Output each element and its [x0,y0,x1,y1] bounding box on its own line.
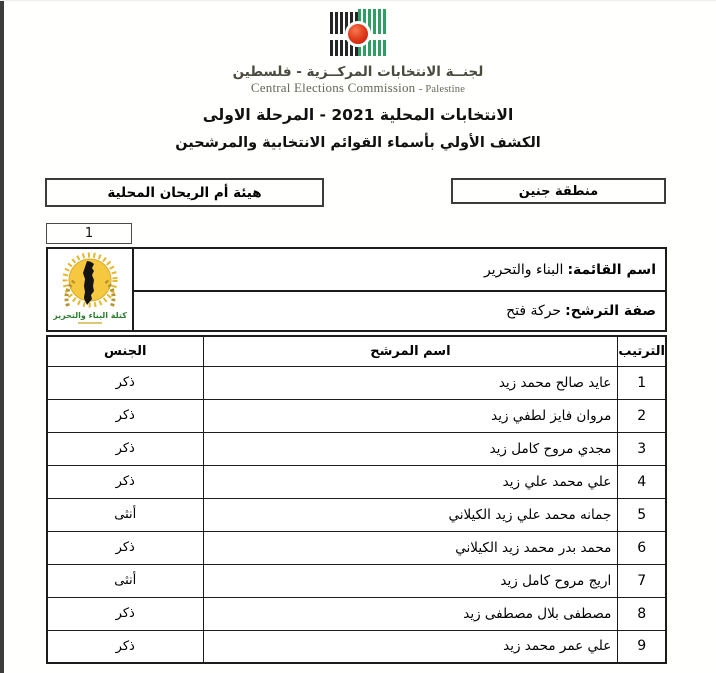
candidate-gender: ذكر [47,432,203,465]
candidate-order: 7 [618,564,666,597]
candidate-name: مروان فايز لطفي زيد [203,399,618,432]
candidate-name: مصطفى بلال مصطفى زيد [203,597,618,630]
candidate-order: 4 [618,465,666,498]
candidate-order: 1 [618,366,666,399]
district-box: منطقة جنين [451,178,666,204]
candidate-row [47,399,666,432]
candidate-name: علي عمر محمد زيد [203,630,618,663]
candidate-order: 2 [618,399,666,432]
candidate-row [47,597,666,630]
cec-header [0,9,716,96]
candidate-list-section [46,247,667,664]
candidate-name: علي محمد علي زيد [203,465,618,498]
candidate-order: 3 [618,432,666,465]
candidacy-label: صفة الترشح: [565,303,656,319]
candidate-order: 8 [618,597,666,630]
org-country-english: - Palestine [418,84,466,95]
org-name-english-main: Central Elections Commission [250,80,416,95]
candidate-row [47,465,666,498]
candidate-order: 6 [618,531,666,564]
candidate-row [47,630,666,663]
candidate-gender: أنثى [47,498,203,531]
page-edge-bar [0,1,4,673]
list-name-value: البناء والتحرير [484,261,564,278]
candidate-name: مجدي مروح كامل زيد [203,432,618,465]
list-logo-cell [48,249,134,330]
candidate-row [47,432,666,465]
list-logo-caption: كتلة البناء والتحرير [53,310,127,320]
candidate-order: 5 [618,498,666,531]
header-candidate-name: اسم المرشح [203,336,618,366]
candidate-gender: ذكر [47,531,203,564]
candidate-name: اريج مروح كامل زيد [203,564,618,597]
candidates-table [46,335,667,664]
header-order: الترتيب [618,336,666,366]
list-name-label: اسم القائمة: [567,261,656,278]
candidate-tbody [47,366,666,663]
candidate-gender: ذكر [47,399,203,432]
org-name-arabic: لجنــة الانتخابات المركــزية - فلسطين [232,64,484,80]
cec-logo-icon [325,9,391,56]
list-number-box: 1 [46,223,132,244]
candidate-name: محمد بدر محمد زيد الكيلاني [203,531,618,564]
cec-logo-red-circle-icon [345,21,371,47]
candidate-gender: ذكر [47,465,203,498]
document-title: الانتخابات المحلية 2021 - المرحلة الاولى [202,106,514,124]
org-name-english [0,80,716,96]
candidacy-value: حركة فتح [506,303,562,319]
list-info-table [46,247,667,332]
list-name-row [134,249,665,292]
candidate-row [47,531,666,564]
locality-box: هيئة أم الريحان المحلية [45,178,324,207]
candidate-row [47,498,666,531]
candidate-gender: أنثى [47,564,203,597]
candidate-gender: ذكر [47,597,203,630]
candidate-gender: ذكر [47,630,203,663]
candidacy-row [134,292,665,330]
candidate-order: 9 [618,630,666,663]
candidate-row [47,366,666,399]
list-logo-icon [53,251,127,329]
document-subtitle: الكشف الأولي بأسماء القوائم الانتخابية والمرشحين [175,135,541,151]
candidate-row [47,564,666,597]
candidate-name: عايد صالح محمد زيد [203,366,618,399]
list-info-column [134,249,665,330]
candidate-gender: ذكر [47,366,203,399]
candidate-name: جمانه محمد علي زيد الكيلاني [203,498,618,531]
header-gender: الجنس [47,336,203,366]
candidates-header-row [47,336,666,366]
list-logo-subtext-line [78,322,102,324]
